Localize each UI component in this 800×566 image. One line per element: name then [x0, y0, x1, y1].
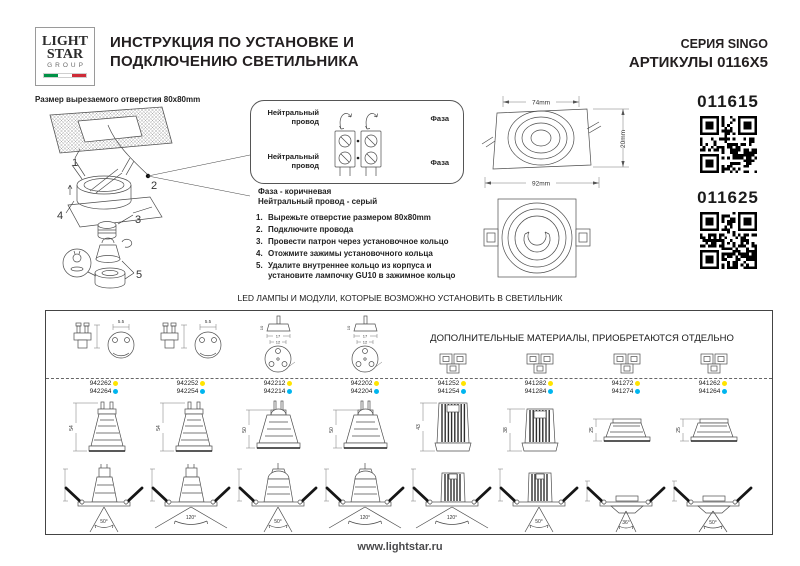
step-item: 4. Отожмите зажимы установочного кольца: [256, 249, 433, 258]
gu10-base-drawing: [61, 315, 147, 377]
page-title: ИНСТРУКЦИЯ ПО УСТАНОВКЕ И ПОДКЛЮЧЕНИЮ СВЕТИЛЬНИКА: [110, 34, 359, 70]
logo-group-word: GROUP: [47, 62, 86, 69]
product-article-block: [688, 188, 768, 269]
article-line: 941264: [670, 388, 756, 396]
dim-label: 92mm: [531, 180, 551, 188]
logo-word: STAR: [46, 47, 84, 62]
height-dim: 50: [242, 427, 248, 433]
height-dim: 54: [156, 425, 162, 431]
article-line: 941274: [583, 388, 669, 396]
led-section-title: LED ЛАМПЫ И МОДУЛИ, КОТОРЫЕ ВОЗМОЖНО УСТАНОВИТЬ В СВЕТИЛЬНИК: [237, 293, 563, 303]
height-dim: 38: [503, 427, 509, 433]
installation-exploded-diagram: [30, 103, 265, 293]
installed-section-drawing: [496, 461, 582, 534]
pin-module-drawing: [235, 315, 321, 377]
color-dot-blue: [200, 389, 205, 394]
article-line: 942262: [61, 380, 147, 388]
color-dot-blue: [461, 389, 466, 394]
color-dot-yellow: [113, 381, 118, 386]
article-line: 941282: [496, 380, 582, 388]
header-right: [629, 37, 768, 71]
lamp-column-2: [148, 311, 234, 534]
part-number: 4: [57, 210, 64, 222]
color-dot-yellow: [548, 381, 553, 386]
installed-section-drawing: [148, 461, 234, 534]
article-list: [496, 380, 582, 396]
part-number: 5: [136, 269, 143, 281]
article-list: [148, 380, 234, 396]
article-list: [409, 380, 495, 396]
pin-module-drawing: [322, 315, 408, 377]
article-line: 941272: [583, 380, 669, 388]
height-dim: 43: [416, 424, 422, 430]
beam-angle: 36°: [622, 520, 630, 526]
step-item: 5. Удалите внутреннее кольцо из корпуса и установите лампочку GU10 в зажимное кольцо: [256, 261, 456, 280]
series-label: СЕРИЯ SINGO: [680, 37, 768, 51]
article-line: 942212: [235, 380, 321, 388]
article-line: 942252: [148, 380, 234, 388]
dim-label: 74mm: [531, 99, 551, 107]
led-chip-icon: [496, 351, 582, 375]
color-dot-blue: [287, 389, 292, 394]
low-profile-module-drawing: [670, 399, 756, 463]
qr-code: [700, 212, 757, 269]
dim-label: 5.5: [204, 319, 212, 324]
color-dot-blue: [635, 389, 640, 394]
color-dot-yellow: [635, 381, 640, 386]
led-chip-icon: [583, 351, 669, 375]
neutral-wire-label: Нейтральный провод: [267, 108, 319, 126]
installed-section-drawing: [322, 461, 408, 534]
lamp-column-7: [583, 311, 669, 534]
lamp-column-4: [322, 311, 408, 534]
gu10-lamp-drawing: [61, 399, 147, 463]
gu10-lamp-drawing: [148, 399, 234, 463]
beam-angle: 120°: [446, 515, 458, 521]
installed-section-drawing: [61, 461, 147, 534]
height-dim: 50: [329, 427, 335, 433]
additional-materials-title: ДОПОЛНИТЕЛЬНЫЕ МАТЕРИАЛЫ, ПРИОБРЕТАЮТСЯ ОТДЕЛЬНО: [430, 333, 734, 344]
color-dot-yellow: [287, 381, 292, 386]
article-line: 941284: [496, 388, 582, 396]
wiring-callout: [250, 100, 464, 184]
height-dim: 25: [676, 427, 682, 433]
height-dim: 25: [589, 427, 595, 433]
step-item: 2. Подключите провода: [256, 225, 354, 234]
lamp-column-8: [670, 311, 756, 534]
lightstar-logo: [35, 27, 95, 86]
led-chip-icon: [670, 351, 756, 375]
article-line: 942204: [322, 388, 408, 396]
dim-label: 12: [275, 339, 281, 345]
step-item: 3. Провести патрон через установочное кольцо: [256, 237, 449, 246]
article-list: [235, 380, 321, 396]
step-item: 1. Вырежьте отверстие размером 80х80mm: [256, 213, 431, 222]
article-number: 011625: [697, 188, 759, 207]
lamp-column-1: [61, 311, 147, 534]
beam-angle: 50°: [709, 520, 717, 526]
beam-angle: 50°: [274, 519, 282, 525]
lamp-column-3: [235, 311, 321, 534]
beam-angle: 120°: [359, 515, 371, 521]
article-line: 942264: [61, 388, 147, 396]
wire-color-legend: Фаза - коричневая Нейтральный провод - серый: [258, 187, 378, 206]
height-dim: 54: [69, 425, 75, 431]
article-list: [61, 380, 147, 396]
lamp-column-5: [409, 311, 495, 534]
dim-label: 5.5: [117, 319, 125, 324]
product-article-block: [688, 92, 768, 173]
qr-code: [700, 116, 757, 173]
mr16-lamp-drawing: [322, 399, 408, 463]
color-dot-blue: [548, 389, 553, 394]
article-list: [322, 380, 408, 396]
installed-section-drawing: [583, 461, 669, 534]
installed-section-drawing: [235, 461, 321, 534]
lamp-compatibility-table: [45, 310, 773, 535]
dim-label: 20mm: [620, 129, 627, 149]
articles-label: АРТИКУЛЫ 0116X5: [628, 54, 768, 71]
part-number: 2: [151, 180, 158, 192]
installed-section-drawing: [670, 461, 756, 534]
color-dot-yellow: [200, 381, 205, 386]
website-url: www.lightstar.ru: [357, 541, 443, 553]
gu10-base-drawing: [148, 315, 234, 377]
color-dot-blue: [374, 389, 379, 394]
article-line: 941254: [409, 388, 495, 396]
italian-flag-stripe: [43, 73, 87, 78]
part-number: 3: [135, 214, 142, 226]
fixture-dimension-drawing: [473, 93, 643, 193]
color-dot-blue: [722, 389, 727, 394]
dim-label: 10: [346, 325, 351, 331]
installation-steps: [256, 213, 474, 283]
article-list: [670, 380, 756, 396]
article-number: 011615: [697, 92, 759, 111]
dim-label: 17: [275, 333, 281, 339]
led-heatsink-module-drawing: [409, 399, 495, 463]
low-profile-module-drawing: [583, 399, 669, 463]
fixture-top-view-drawing: [478, 196, 638, 288]
article-line: 941262: [670, 380, 756, 388]
article-line: 942254: [148, 388, 234, 396]
article-line: 942202: [322, 380, 408, 388]
beam-angle: 50°: [535, 519, 543, 525]
article-list: [583, 380, 669, 396]
neutral-wire-label: Нейтральный провод: [267, 152, 319, 170]
article-line: 941252: [409, 380, 495, 388]
beam-angle: 50°: [100, 519, 108, 525]
color-dot-yellow: [722, 381, 727, 386]
dim-label: 17: [362, 333, 368, 339]
mr16-lamp-drawing: [235, 399, 321, 463]
logo-word: LIGHT: [42, 34, 88, 49]
phase-wire-label: Фаза: [430, 114, 449, 123]
led-chip-icon: [409, 351, 495, 375]
dim-label: 10: [259, 325, 264, 331]
lamp-column-6: [496, 311, 582, 534]
article-line: 942214: [235, 388, 321, 396]
color-dot-yellow: [374, 381, 379, 386]
terminal-block-diagram: [323, 103, 393, 181]
led-heatsink-module-drawing: [496, 399, 582, 463]
beam-angle: 120°: [185, 515, 197, 521]
part-number: 1: [72, 157, 79, 169]
installed-section-drawing: [409, 461, 495, 534]
dim-label: 12: [362, 339, 368, 345]
phase-wire-label: Фаза: [430, 158, 449, 167]
cutout-size-note: Размер вырезаемого отверстия 80x80mm: [35, 95, 201, 104]
color-dot-blue: [113, 389, 118, 394]
color-dot-yellow: [461, 381, 466, 386]
